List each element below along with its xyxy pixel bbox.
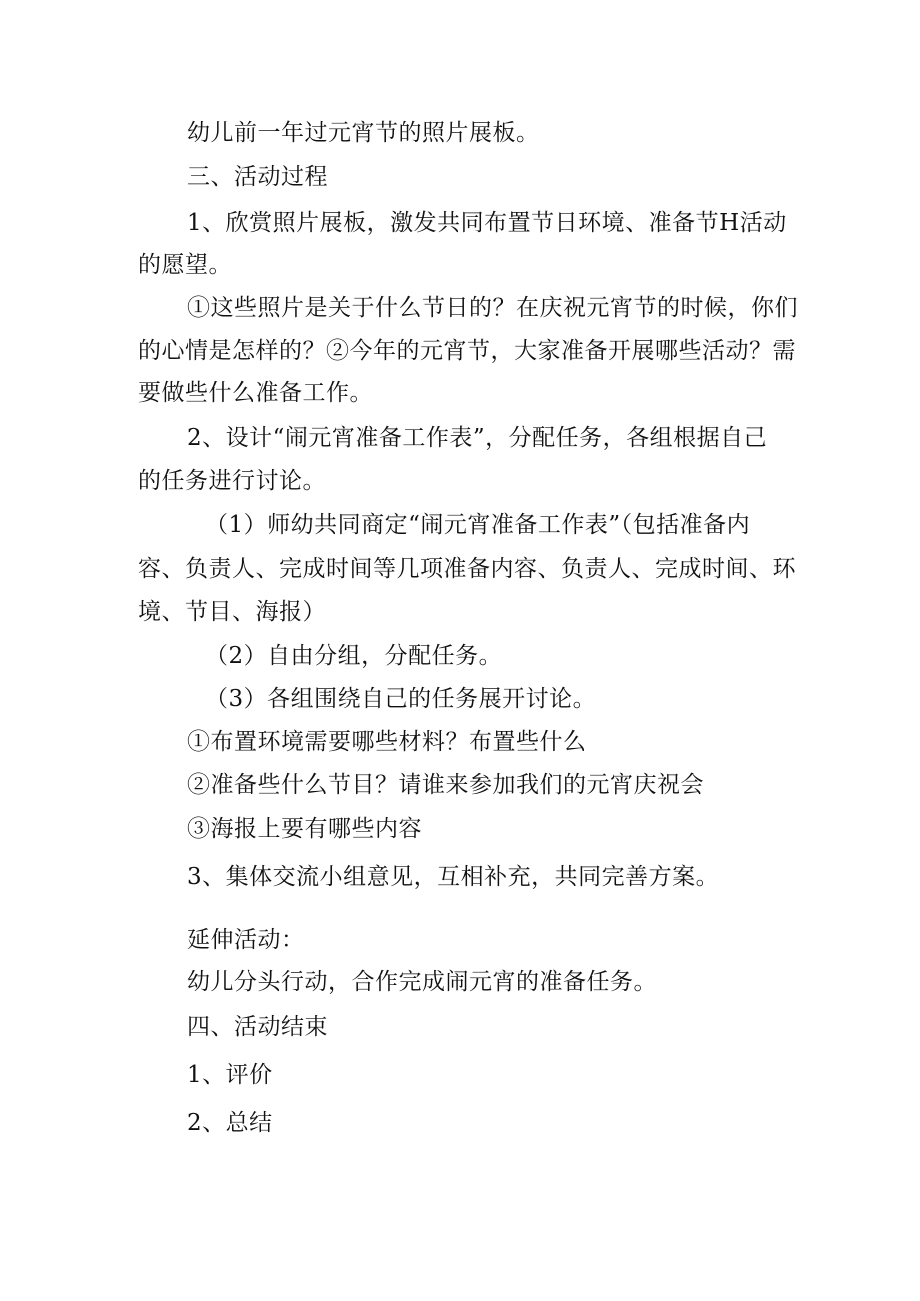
extension-heading: 延伸活动： — [187, 927, 305, 953]
section-heading-activity-end: 四、活动结束 — [187, 1014, 328, 1040]
step-1-line-2: 的愿望。 — [138, 252, 232, 278]
step-2-line-2: 的任务进行讨论。 — [138, 468, 326, 494]
step-3: 3、集体交流小组意见，互相补充，共同完善方案。 — [187, 864, 720, 890]
step-2-line-1: 2、设计“闹元宵准备工作表”，分配任务，各组根据自己 — [187, 425, 768, 451]
substep-1-line-2: 容、负责人、完成时间等几项准备内容、负责人、完成时间、环 — [138, 556, 796, 582]
substep-2: （2）自由分组，分配任务。 — [205, 643, 503, 669]
extension-text: 幼儿分头行动，合作完成闹元宵的准备任务。 — [187, 969, 657, 995]
substep-1-line-3: 境、节目、海报） — [138, 599, 326, 625]
end-item-summary: 2、总结 — [187, 1110, 273, 1136]
discussion-item-1: ①布置环境需要哪些材料？布置些什么 — [187, 729, 587, 755]
end-item-evaluation: 1、评价 — [187, 1062, 273, 1088]
discussion-item-2: ②准备些什么节目？请谁来参加我们的元宵庆祝会 — [187, 772, 704, 798]
step-1-question-line-1: ①这些照片是关于什么节日的？在庆祝元宵节的时候，你们 — [187, 295, 798, 321]
step-1-question-line-2: 的心情是怎样的？②今年的元宵节，大家准备开展哪些活动？需 — [138, 338, 796, 364]
step-1-line-1: 1、欣赏照片展板，激发共同布置节日环境、准备节H活动 — [187, 210, 787, 236]
section-heading-activity-process: 三、活动过程 — [187, 164, 328, 190]
substep-1-line-1: （1）师幼共同商定“闹元宵准备工作表”（包括准备内 — [205, 512, 751, 538]
substep-3: （3）各组围绕自己的任务展开讨论。 — [205, 686, 597, 712]
text-line-materials: 幼儿前一年过元宵节的照片展板。 — [187, 120, 540, 146]
step-1-question-line-3: 要做些什么准备工作。 — [138, 380, 373, 406]
discussion-item-3: ③海报上要有哪些内容 — [187, 816, 422, 842]
